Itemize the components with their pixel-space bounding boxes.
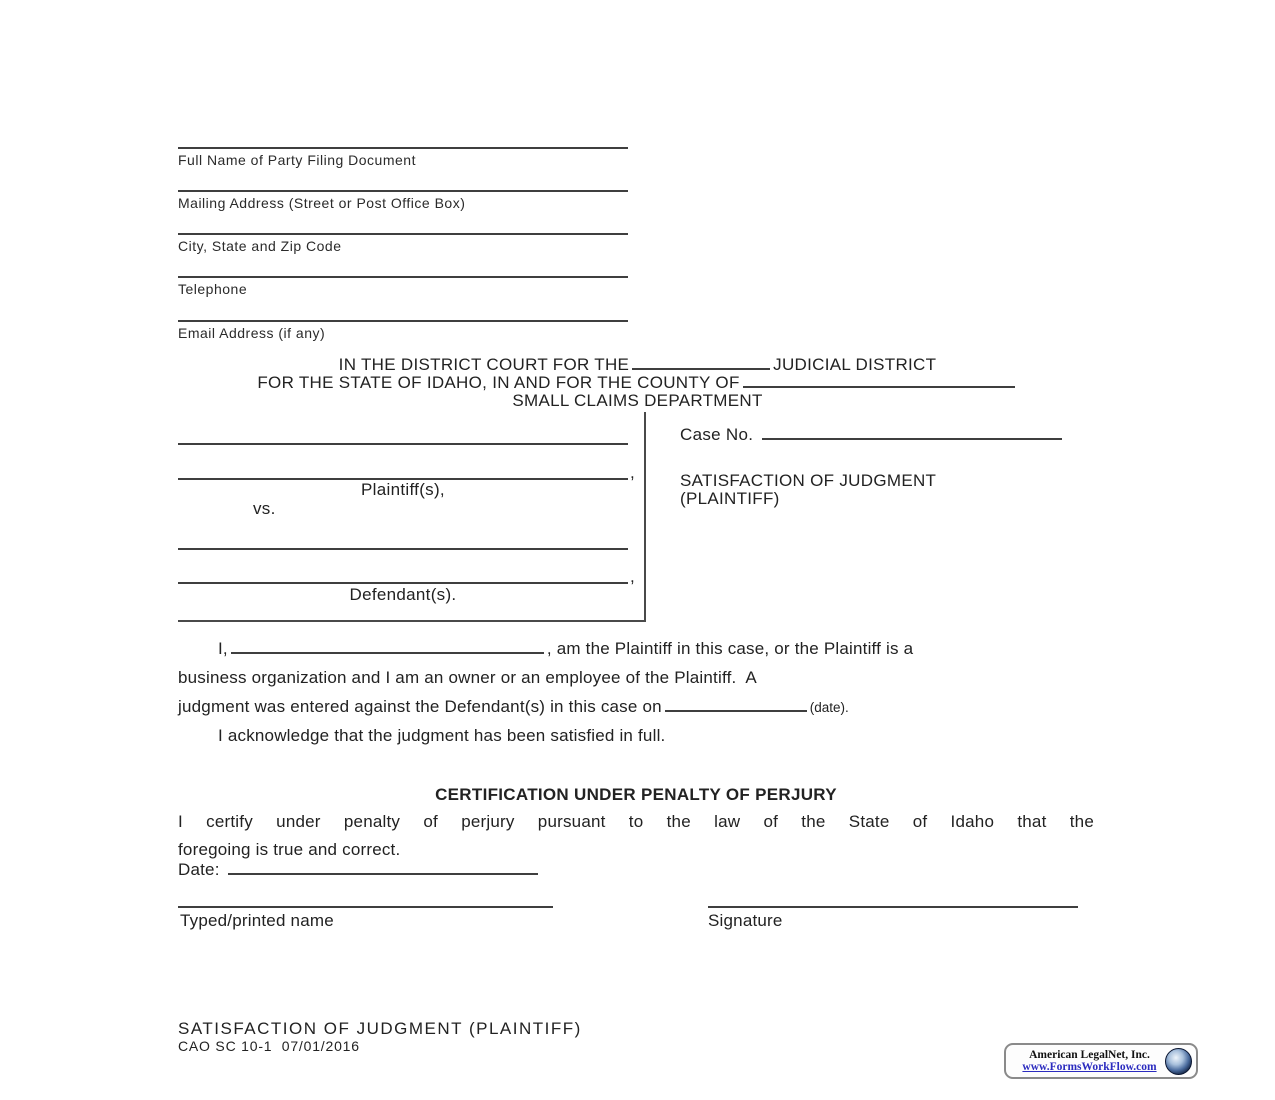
defendant-name-line-1 [178, 548, 628, 550]
court-heading-line1-post: JUDICIAL DISTRICT [773, 355, 937, 374]
body-text-segment: I, [218, 639, 228, 658]
certification-heading: CERTIFICATION UNDER PENALTY OF PERJURY [435, 785, 837, 804]
case-number-row [680, 425, 1065, 444]
document-title [680, 472, 936, 508]
field-label: City, State and Zip Code [178, 238, 342, 254]
judgment-date-blank [665, 697, 807, 712]
blank-line-full-name [178, 147, 628, 149]
vendor-badge [1004, 1043, 1198, 1079]
filer-field-full-name [178, 147, 628, 168]
field-label: Full Name of Party Filing Document [178, 152, 416, 168]
date-label: Date: [178, 860, 220, 879]
vendor-website-link[interactable]: www.FormsWorkFlow.com [1022, 1061, 1157, 1073]
defendant-name-line-2 [178, 582, 628, 584]
court-heading-line2 [90, 374, 1185, 392]
blank-line-email [178, 320, 628, 322]
typed-name-label: Typed/printed name [180, 911, 334, 930]
blank-line-telephone [178, 276, 628, 278]
signature-label: Signature [708, 911, 783, 930]
blank-line-mailing-address [178, 190, 628, 192]
blank-line-city-state-zip [178, 233, 628, 235]
date-hint: (date). [809, 700, 849, 715]
filer-field-city-state-zip [178, 233, 628, 254]
county-blank [743, 374, 1015, 388]
body-paragraph1-line3 [178, 692, 1094, 721]
footer-form-number: CAO SC 10-1 07/01/2016 [178, 1038, 360, 1054]
signature-line [708, 906, 1078, 908]
body-paragraph2: I acknowledge that the judgment has been satisfied in full. [218, 726, 666, 745]
court-heading-line3: SMALL CLAIMS DEPARTMENT [512, 391, 763, 410]
document-title-line2: (PLAINTIFF) [680, 489, 780, 508]
plaintiff-name-blank [231, 639, 544, 654]
body-paragraph1-line2: business organization and I am an owner or an employee of the Plaintiff. A [178, 668, 757, 687]
court-heading [90, 356, 1185, 410]
caption-comma: , [630, 567, 635, 586]
caption-box [178, 412, 646, 622]
american-legalnet-globe-icon [1165, 1048, 1192, 1075]
document-title-line1: SATISFACTION OF JUDGMENT [680, 471, 937, 490]
field-label: Telephone [178, 281, 248, 297]
body-paragraph1-line1 [178, 634, 1094, 663]
filer-field-mailing-address [178, 190, 628, 211]
body-text-segment: judgment was entered against the Defendant(s) in this case on [178, 697, 662, 716]
court-heading-line2-pre: FOR THE STATE OF IDAHO, IN AND FOR THE COUNTY OF [257, 373, 740, 392]
body-text-segment: , am the Plaintiff in this case, or the Plaintiff is a [546, 639, 914, 658]
plaintiff-name-line-1 [178, 443, 628, 445]
typed-name-line [178, 906, 553, 908]
caption-comma: , [630, 463, 635, 482]
certification-date-blank [228, 860, 538, 875]
case-no-label: Case No. [680, 425, 754, 444]
vs-label: vs. [253, 499, 276, 518]
vendor-company-name: American LegalNet, Inc. [1029, 1049, 1150, 1061]
footer-document-title: SATISFACTION OF JUDGMENT (PLAINTIFF) [178, 1019, 582, 1038]
defendant-label: Defendant(s). [349, 585, 457, 604]
certification-line2: foregoing is true and correct. [178, 840, 401, 859]
field-label: Email Address (if any) [178, 325, 326, 341]
case-number-blank [762, 425, 1062, 440]
certification-line1: I certify under penalty of perjury pursuant to the law of the State of Idaho that the [178, 812, 1094, 831]
field-label: Mailing Address (Street or Post Office Box) [178, 195, 466, 211]
filer-field-telephone [178, 276, 628, 297]
vendor-badge-text [1014, 1049, 1165, 1073]
court-heading-line1-pre: IN THE DISTRICT COURT FOR THE [338, 355, 630, 374]
date-row [178, 860, 541, 880]
court-heading-line1 [90, 356, 1185, 374]
plaintiff-label: Plaintiff(s), [361, 480, 445, 499]
judicial-district-blank [632, 356, 770, 370]
body-text [178, 634, 1094, 750]
filer-field-email [178, 320, 628, 341]
